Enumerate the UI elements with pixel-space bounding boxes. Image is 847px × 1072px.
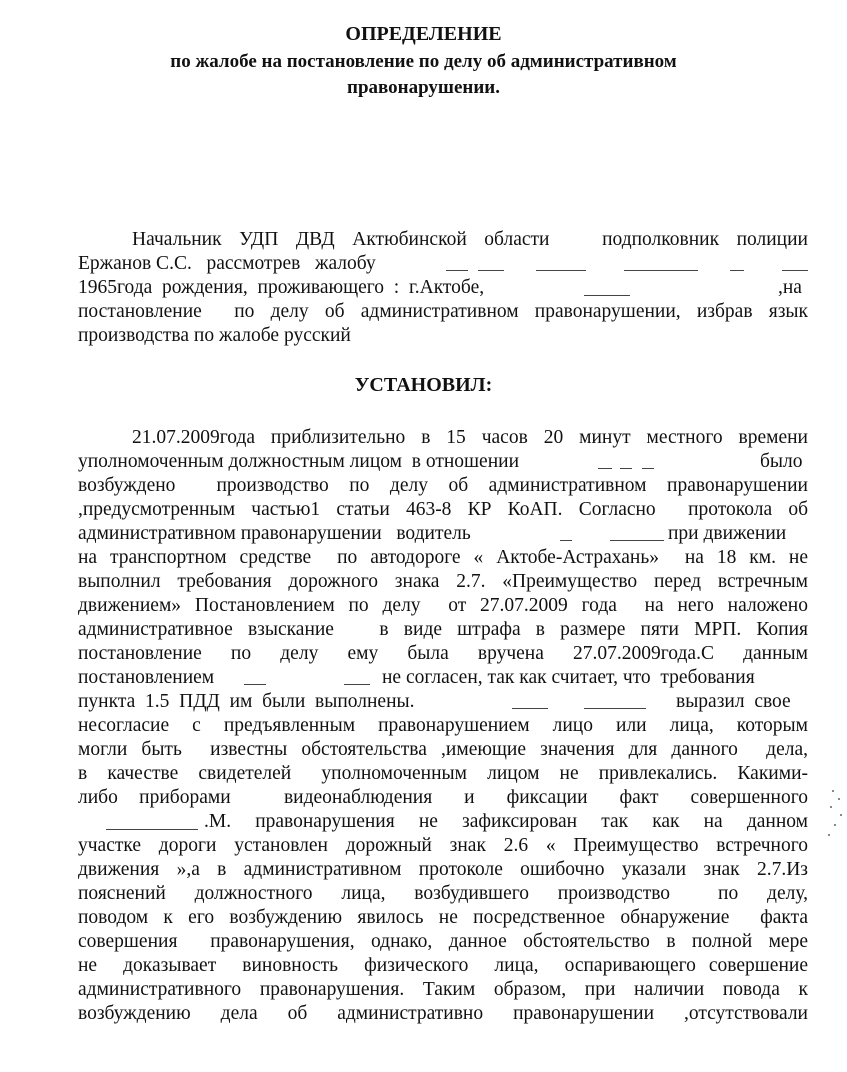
body-line-20: пояснений должностного лица, возбудившего производство по делу, bbox=[78, 883, 808, 904]
body-line-21: поводом к его возбуждению явилось не посредственное обнаружение факта bbox=[78, 907, 808, 928]
body-line-23: не доказывает виновность физического лица, оспаривающего совершение bbox=[78, 955, 808, 976]
document-subtitle-line-2: правонарушении. bbox=[347, 77, 500, 98]
body-line-7: выполнил требования дорожного знака 2.7. «Преимущество перед встречным bbox=[78, 571, 808, 592]
body-line-11: постановлением bbox=[78, 667, 215, 688]
redaction-mark bbox=[730, 270, 744, 271]
redaction-mark bbox=[598, 468, 612, 469]
redaction-mark bbox=[642, 468, 654, 469]
redaction-mark bbox=[624, 270, 698, 271]
body-line-13: несогласие с предъявленным правонарушением лицо или лица, которым bbox=[78, 715, 808, 736]
body-line-15: в качестве свидетелей уполномоченным лицом не привлекались. Какими- bbox=[78, 763, 808, 784]
body-line-4: ,предусмотренным частью1 статьи 463-8 КР КоАП. Согласно протокола об bbox=[78, 499, 808, 520]
redaction-mark bbox=[244, 684, 266, 685]
body-line-2: уполномоченным должностным лицом в отношении bbox=[78, 451, 520, 472]
redaction-mark bbox=[584, 708, 646, 709]
intro-line-2: Ержанов С.С. рассмотрев жалобу bbox=[78, 253, 376, 274]
body-line-18: участке дороги установлен дорожный знак 2.6 « Преимущество встречного bbox=[78, 835, 808, 856]
redaction-mark bbox=[478, 270, 504, 271]
scan-speck bbox=[838, 798, 840, 800]
body-line-25: возбуждению дела об административно правонарушении ,отсутствовали bbox=[78, 1003, 808, 1024]
scan-speck bbox=[828, 834, 830, 836]
redaction-mark bbox=[782, 270, 808, 271]
scan-speck bbox=[830, 806, 832, 808]
redaction-mark bbox=[512, 708, 548, 709]
body-line-5: административном правонарушении водитель bbox=[78, 523, 471, 544]
redaction-mark bbox=[446, 270, 468, 271]
scan-speck bbox=[832, 790, 834, 792]
redaction-mark bbox=[584, 295, 630, 296]
body-line-9: административное взыскание в виде штрафа в размере пяти МРП. Копия bbox=[78, 619, 808, 640]
document-title: ОПРЕДЕЛЕНИЕ bbox=[345, 23, 502, 45]
document-subtitle-line-1: по жалобе на постановление по делу об административном bbox=[170, 51, 677, 72]
redaction-mark bbox=[560, 540, 572, 541]
intro-line-3-tail: ,на bbox=[778, 277, 802, 298]
body-line-11-tail: не согласен, так как считает, что требования bbox=[382, 667, 755, 688]
scan-speck bbox=[840, 814, 842, 816]
body-line-2-tail: было bbox=[760, 451, 803, 472]
redaction-mark bbox=[536, 270, 586, 271]
body-line-22: совершения правонарушения, однако, данное обстоятельство в полной мере bbox=[78, 931, 808, 952]
body-line-12-tail: выразил свое bbox=[676, 691, 791, 712]
redaction-mark bbox=[620, 468, 632, 469]
intro-line-3: 1965года рождения, проживающего : г.Актобе, bbox=[78, 277, 485, 298]
body-line-12: пункта 1.5 ПДД им были выполнены. bbox=[78, 691, 415, 712]
body-line-5-tail: при движении bbox=[668, 523, 787, 544]
intro-line-4: постановление по делу об административном правонарушении, избрав язык bbox=[78, 301, 808, 322]
body-line-1: 21.07.2009года приблизительно в 15 часов 20 минут местного времени bbox=[132, 427, 808, 448]
redaction-mark bbox=[610, 540, 664, 541]
body-line-19: движения »,а в административном протоколе ошибочно указали знак 2.7.Из bbox=[78, 859, 808, 880]
body-line-17: .М. правонарушения не зафиксирован так как на данном bbox=[204, 811, 808, 832]
intro-line-5: производства по жалобе русский bbox=[78, 325, 351, 346]
body-line-16: либо приборами видеонаблюдения и фиксации факт совершенного bbox=[78, 787, 808, 808]
redaction-mark bbox=[106, 829, 198, 830]
body-line-6: на транспортном средстве по автодороге « Актобе-Астрахань» на 18 км. не bbox=[78, 547, 808, 568]
redaction-mark bbox=[344, 684, 370, 685]
body-line-8: движением» Постановлением по делу от 27.07.2009 года на него наложено bbox=[78, 595, 808, 616]
body-line-3: возбуждено производство по делу об административном правонарушении bbox=[78, 475, 808, 496]
section-heading: УСТАНОВИЛ: bbox=[354, 374, 493, 396]
body-line-24: административного правонарушения. Таким образом, при наличии повода к bbox=[78, 979, 808, 1000]
body-line-14: могли быть известны обстоятельства ,имеющие значения для данного дела, bbox=[78, 739, 808, 760]
scan-speck bbox=[834, 824, 836, 826]
intro-line-1: Начальник УДП ДВД Актюбинской области подполковник полиции bbox=[132, 229, 808, 250]
body-line-10: постановление по делу ему была вручена 27.07.2009года.С данным bbox=[78, 643, 808, 664]
